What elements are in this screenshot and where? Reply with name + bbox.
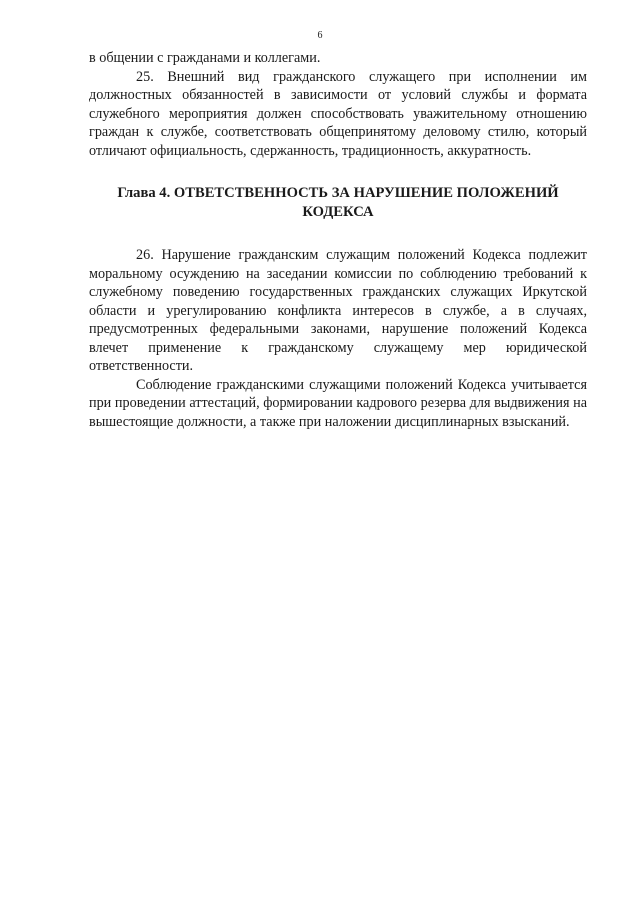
page-number: 6 [317,30,323,41]
paragraph-compliance: Соблюдение гражданскими служащими положений Кодекса учитывается при проведении аттестаций, формировании кадрового резерва для выдвижения на вышестоящие должности, а также при наложении дисциплинарных взысканий. [89,376,587,430]
paragraph-continuation: в общении с гражданами и коллегами. [89,50,321,66]
paragraph-26: 26. Нарушение гражданским служащим положений Кодекса подлежит моральному осуждению на заседании комиссии по соблюдению требований к служебному поведению государственных гражданских служащих Иркутской области и урегулированию конфликта интересов в службе, а в случаях, предусмотренных федеральными законами, нарушение положений Кодекса влечет применение к гражданскому служащему мер юридической ответственности. [89,247,587,374]
document-body [89,49,587,431]
paragraph-25: 25. Внешний вид гражданского служащего при исполнении им должностных обязанностей в зависимости от условий службы и формата служебного мероприятия должен способствовать уважительному отношению граждан к службе, соответствовать общепринятому деловому стилю, который отличают официальность, сдержанность, традиционность, аккуратность. [89,68,587,159]
chapter-title: Глава 4. ОТВЕТСТВЕННОСТЬ ЗА НАРУШЕНИЕ ПОЛОЖЕНИЙ КОДЕКСА [117,185,559,220]
